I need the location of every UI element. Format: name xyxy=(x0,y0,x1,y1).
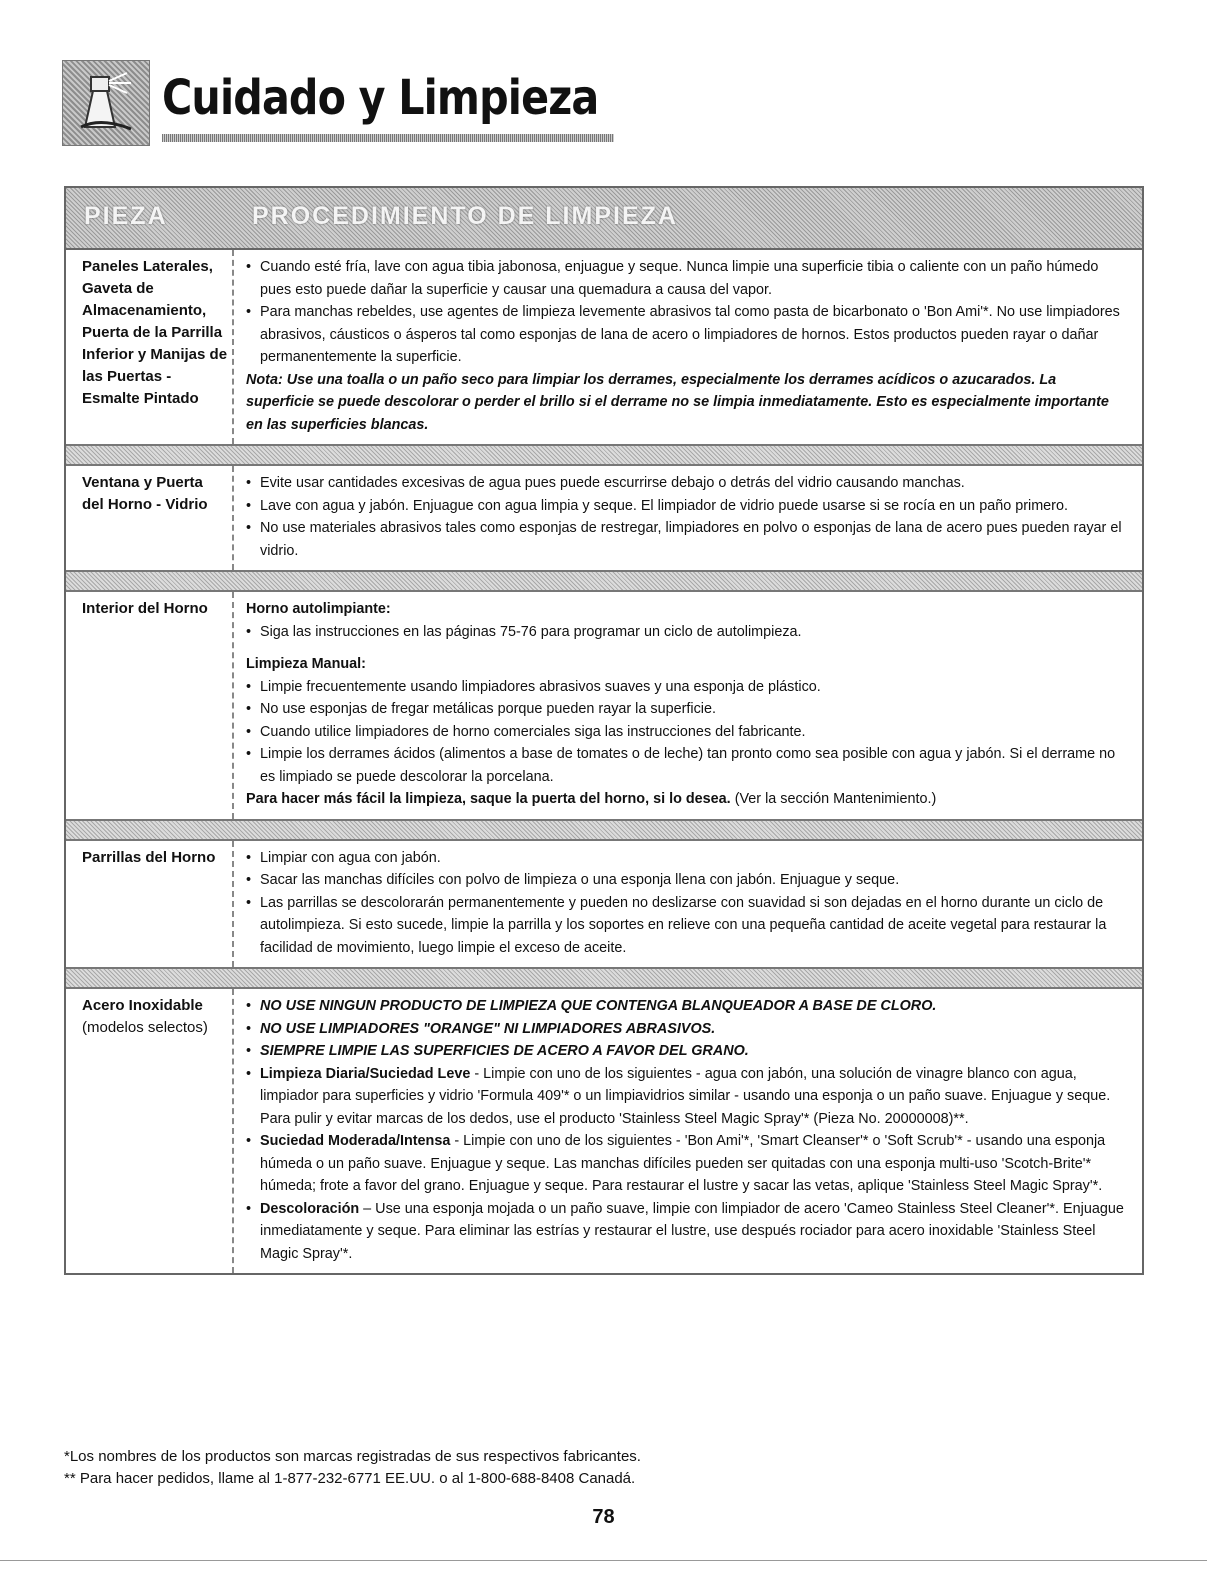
procedure-cell xyxy=(234,989,1142,1273)
list-item: • Limpiar con agua con jabón. xyxy=(246,847,1128,870)
self-clean-heading: Horno autolimpiante: xyxy=(246,601,391,617)
bottom-rule xyxy=(0,1560,1207,1561)
table-row xyxy=(66,592,1142,821)
footnotes xyxy=(64,1446,1144,1490)
list-item: • SIEMPRE LIMPIE LAS SUPERFICIES DE ACERO A FAVOR DEL GRANO. xyxy=(246,1040,1128,1063)
page-header xyxy=(62,52,599,147)
footnote: *Los nombres de los productos son marcas registradas de sus respectivos fabricantes. xyxy=(64,1448,641,1465)
list-item: • Limpie los derrames ácidos (alimentos a base de tomates o de leche) tan pronto como sea posible con agua y jabón. Si el derrame no es limpiado se puede descolorar la porcelana. xyxy=(246,743,1128,788)
list-item: • Evite usar cantidades excesivas de agua pues puede escurrirse debajo o detrás del vidrio causando manchas. xyxy=(246,472,1128,495)
part-name: Interior del Horno xyxy=(66,592,234,819)
list-item: • Para manchas rebeldes, use agentes de limpieza levemente abrasivos tal como pasta de bicarbonato o 'Bon Ami'*. No use limpiadores abrasivos, cáusticos o ásperos tal como esponjas de lana de acero o limpiadores de hornos. Estos productos pueden rayar o dañar permanentemente la superficie. xyxy=(246,301,1128,369)
part-name: Paneles Laterales, Gaveta de Almacenamiento, Puerta de la Parrilla Inferior y Manijas de las Puertas - Esmalte Pintado xyxy=(66,250,234,444)
table-row xyxy=(66,466,1142,572)
list-item: • Cuando utilice limpiadores de horno comerciales siga las instrucciones del fabricante. xyxy=(246,721,1128,744)
row-separator xyxy=(66,446,1142,466)
list-item: • No use esponjas de fregar metálicas porque pueden rayar la superficie. xyxy=(246,698,1128,721)
table-row xyxy=(66,250,1142,446)
discoloration-label: Descoloración xyxy=(260,1200,360,1217)
row-separator xyxy=(66,572,1142,592)
list-item: • Limpieza Diaria/Suciedad Leve - Limpie con uno de los siguientes - agua con jabón, una solución de vinagre blanco con agua, limpiador para superficies y vidrio 'Formula 409'* o un limpiavidrios similar - usando una esponja o un paño suave. Enjuague y seque. Para pulir y evitar marcas de los dedos, use el producto 'Stainless Steel Magic Spray'* (Pieza No. 20000008)**. xyxy=(246,1063,1128,1131)
procedure-cell xyxy=(234,466,1142,570)
manual-clean-heading: Limpieza Manual: xyxy=(246,656,366,672)
procedure-cell xyxy=(234,841,1142,968)
list-item: • NO USE NINGUN PRODUCTO DE LIMPIEZA QUE CONTENGA BLANQUEADOR A BASE DE CLORO. xyxy=(246,995,1128,1018)
list-item: • Lave con agua y jabón. Enjuague con agua limpia y seque. El limpiador de vidrio puede usarse si se rocía en un paño primero. xyxy=(246,495,1128,518)
tip-reference: (Ver la sección Mantenimiento.) xyxy=(734,791,937,807)
list-item: • No use materiales abrasivos tales como esponjas de restregar, limpiadores en polvo o esponjas de lana de acero pues pueden rayar el vidrio. xyxy=(246,517,1128,562)
list-item: • NO USE LIMPIADORES "ORANGE" NI LIMPIADORES ABRASIVOS. xyxy=(246,1018,1128,1041)
list-item: • Cuando esté fría, lave con agua tibia jabonosa, enjuague y seque. Nunca limpie una superficie tibia o caliente con un paño húmedo pues esto puede dañar la superficie y causar una quemadura a causa del vapor. xyxy=(246,256,1128,301)
list-item: • Las parrillas se descolorarán permanentemente y pueden no deslizarse con suavidad si son dejadas en el horno durante un ciclo de autolimpieza. Si esto sucede, limpie la parrilla y los soportes en relieve con una pequeña cantidad de aceite vegetal para restaurar la facilidad de movimiento, luego limpie el exceso de aceite. xyxy=(246,892,1128,960)
tip-bold-text: Para hacer más fácil la limpieza, saque la puerta del horno, si lo desea. xyxy=(246,791,731,807)
door-removal-tip xyxy=(246,788,1128,811)
cleaning-table xyxy=(64,186,1144,1275)
column-header-procedure: PROCEDIMIENTO DE LIMPIEZA xyxy=(252,202,678,230)
column-header-part: PIEZA xyxy=(84,202,168,230)
table-row xyxy=(66,989,1142,1273)
row-separator xyxy=(66,969,1142,989)
list-item: • Sacar las manchas difíciles con polvo de limpieza o una esponja llena con jabón. Enjuague y seque. xyxy=(246,869,1128,892)
part-subtitle: (modelos selectos) xyxy=(82,1019,208,1036)
table-row xyxy=(66,841,1142,970)
heavy-soil-label: Suciedad Moderada/Intensa xyxy=(260,1133,451,1149)
warning-note: Nota: Use una toalla o un paño seco para limpiar los derrames, especialmente los derrames acídicos o azucarados. La superficie se puede descolorar o perder el brillo si el derrame no se limpia inmediatamente. Esto es especialmente importante en las superficies blancas. xyxy=(246,371,1109,433)
procedure-cell xyxy=(234,250,1142,444)
footnote: ** Para hacer pedidos, llame al 1-877-232-6771 EE.UU. o al 1-800-688-8408 Canadá. xyxy=(64,1470,636,1487)
title-underline xyxy=(162,134,614,142)
list-item: • Descoloración – Use una esponja mojada o un paño suave, limpie con limpiador de acero 'Cameo Stainless Steel Cleaner'*. Enjuague inmediatamente y seque. Para eliminar las estrías y restaurar el lustre, use después rociador para acero inoxidable 'Stainless Steel Magic Spray'*. xyxy=(246,1198,1128,1266)
cleaning-spray-icon xyxy=(62,60,150,146)
page-title: Cuidado y Limpieza xyxy=(162,70,599,126)
list-item: • Siga las instrucciones en las páginas 75-76 para programar un ciclo de autolimpieza. xyxy=(246,621,1128,644)
page-number: 78 xyxy=(592,1506,615,1528)
row-separator xyxy=(66,821,1142,841)
part-name: Ventana y Puerta del Horno - Vidrio xyxy=(66,466,234,570)
procedure-cell xyxy=(234,592,1142,819)
list-item: • Limpie frecuentemente usando limpiadores abrasivos suaves y una esponja de plástico. xyxy=(246,676,1128,699)
list-item: • Suciedad Moderada/Intensa - Limpie con uno de los siguientes - 'Bon Ami'*, 'Smart Cleanser'* o 'Soft Scrub'* - usando una esponja húmeda o un paño suave. Enjuague y seque. Las manchas difíciles pueden ser quitadas con una esponja multi-uso 'Scotch-Brite'* húmeda; frote a favor del grano. Enjuague y seque. Para restaurar el lustre y sacar las vetas, aplique 'Stainless Steel Magic Spray'*. xyxy=(246,1130,1128,1198)
light-soil-label: Limpieza Diaria/Suciedad Leve xyxy=(260,1065,471,1082)
part-title: Acero Inoxidable xyxy=(82,997,203,1014)
part-name xyxy=(66,989,234,1273)
part-name: Parrillas del Horno xyxy=(66,841,234,968)
table-header xyxy=(66,188,1142,250)
